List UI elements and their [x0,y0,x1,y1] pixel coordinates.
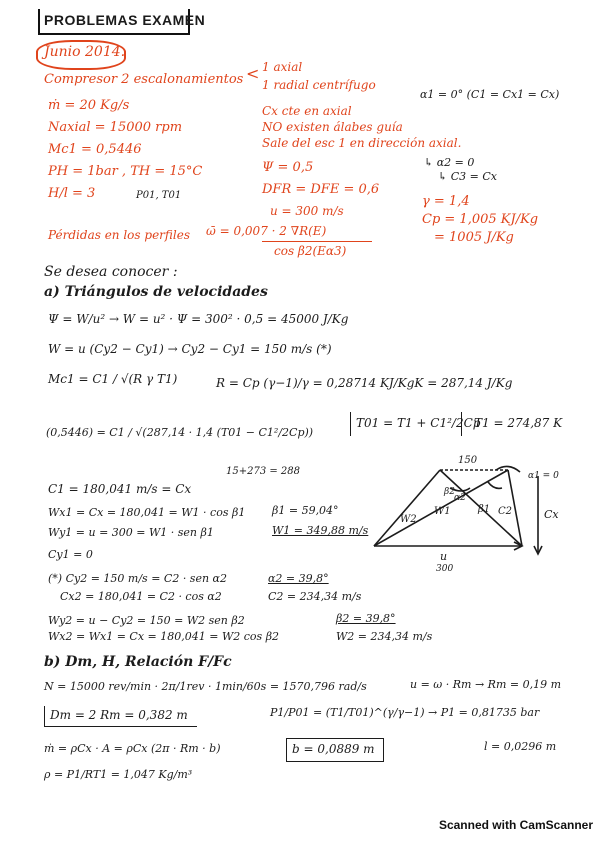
a-line5: C1 = 180,041 m/s = Cx [48,482,192,496]
a-line4c: T1 = 274,87 K [474,416,563,430]
b-line2b: P1/P01 = (T1/T01)^(γ/γ−1) → P1 = 0,81735 bar [270,706,540,719]
b-line3a: ṁ = ρCx · A = ρCx (2π · Rm · b) [44,742,221,755]
a-line6a: Wx1 = Cx = 180,041 = W1 · cos β1 [48,506,246,519]
a-line1: Ψ = W/u² → W = u² · Ψ = 300² · 0,5 = 45000 J/Kg [48,312,349,326]
u-text: u = 300 m/s [270,204,344,218]
brace: < [246,64,260,83]
a-line8d: C2 = 234,34 m/s [268,590,362,603]
diagram-alpha0-label: α1 = 0 [528,471,559,481]
sale-text: Sale del esc 1 en dirección axial. [262,136,462,150]
a-line8c: α2 = 39,8° [268,572,329,585]
diagram-c2-label: C2 [498,506,513,517]
diagram-beta2-label: β2 [444,487,455,497]
a-line4b: T01 = T1 + C1²/2Cp [356,416,481,430]
cp2-text: = 1005 J/Kg [434,230,514,245]
hl-note: P01, T01 [136,190,182,201]
perdidas-num: ω̄ = 0,007 · 2 ∇R(E) [206,224,327,238]
stage2-text: 1 radial centrífugo [262,78,376,92]
b-line4: ρ = P1/RT1 = 1,047 Kg/m³ [44,768,193,781]
diagram-w1-label: W1 [434,506,451,517]
mdot-text: ṁ = 20 Kg/s [48,98,130,113]
diagram-top-label: 150 [458,455,478,466]
alpha1-text: α1 = 0° (C1 = Cx1 = Cx) [420,88,560,101]
diagram-u-value: 300 [436,564,454,574]
no-alabes-text: NO existen álabes guía [262,120,403,134]
compressor-text: Compresor 2 escalonamientos [44,72,244,87]
df-text: DFR = DFE = 0,6 [262,182,380,197]
diagram-beta1-label: β1 [478,504,491,515]
b-line2a: Dm = 2 Rm = 0,382 m [50,708,188,722]
diagram-u-label: u [440,550,448,563]
psi-text: Ψ = 0,5 [262,160,314,175]
a-line2: W = u (Cy2 − Cy1) → Cy2 − Cy1 = 150 m/s (*) [48,342,332,356]
a-line8b: Cx2 = 180,041 = C2 · cos α2 [60,590,222,603]
b-line1a: N = 15000 rev/min · 2π/1rev · 1min/60s = 1570,796 rad/s [44,680,367,693]
scanner-watermark: Scanned with CamScanner [438,818,593,832]
diagram-w2-label: W2 [400,514,417,525]
a-line9c: β2 = 39,8° [336,612,396,625]
b-line3c: l = 0,0296 m [484,740,557,753]
c3-text: ↳ C3 = Cx [438,170,497,183]
part-a-heading: a) Triángulos de velocidades [44,284,268,300]
a-line6b: Wy1 = u = 300 = W1 · sen β1 [48,526,214,539]
a-line9b: Wx2 = Wx1 = Cx = 180,041 = W2 cos β2 [48,630,280,643]
cx-axial-text: Cx cte en axial [262,104,352,118]
b-line1b: u = ω · Rm → Rm = 0,19 m [410,678,562,691]
a-line9a: Wy2 = u − Cy2 = 150 = W2 sen β2 [48,614,245,627]
a-line9d: W2 = 234,34 m/s [336,630,433,643]
gamma-text: γ = 1,4 [422,194,470,209]
part-b-heading: b) Dm, H, Relación F/Fc [44,654,232,670]
ph-th-text: PH = 1bar , TH = 15°C [48,164,203,179]
beta1-arc [488,482,502,488]
diagram-cx-label: Cx [544,508,559,521]
alpha2-text: ↳ α2 = 0 [424,156,475,169]
cp-text: Cp = 1,005 KJ/Kg [422,212,539,227]
exam-date: Junio 2014. [44,44,126,60]
intro-text: Se desea conocer : [44,264,178,280]
stage1-text: 1 axial [262,60,303,74]
page-title: PROBLEMAS EXAMEN [44,12,206,28]
a-line8a: (*) Cy2 = 150 m/s = C2 · sen α2 [48,572,227,585]
a-line7: Cy1 = 0 [48,548,93,561]
a-line6c: β1 = 59,04° [272,504,339,517]
a-line6d: W1 = 349,88 m/s [272,524,369,537]
perdidas-den: cos β2(Eα3) [274,244,347,258]
mc1-text: Mc1 = 0,5446 [48,142,142,157]
a-line3a: Mc1 = C1 / √(R γ T1) [48,372,178,386]
hl-text: H/l = 3 [48,186,96,201]
diagram-alpha-label: α2 [454,493,466,503]
w2-line [374,470,440,546]
a-line3b: R = Cp (γ−1)/γ = 0,28714 KJ/KgK = 287,14 J/Kg [216,376,513,390]
perdidas-label: Pérdidas en los perfiles [48,228,191,242]
a-line4d: 15+273 = 288 [226,466,301,477]
naxial-text: Naxial = 15000 rpm [48,120,183,135]
a-line4a: (0,5446) = C1 / √(287,14 · 1,4 (T01 − C1²/2Cp)) [46,426,314,439]
b-line3b: b = 0,0889 m [292,742,375,756]
